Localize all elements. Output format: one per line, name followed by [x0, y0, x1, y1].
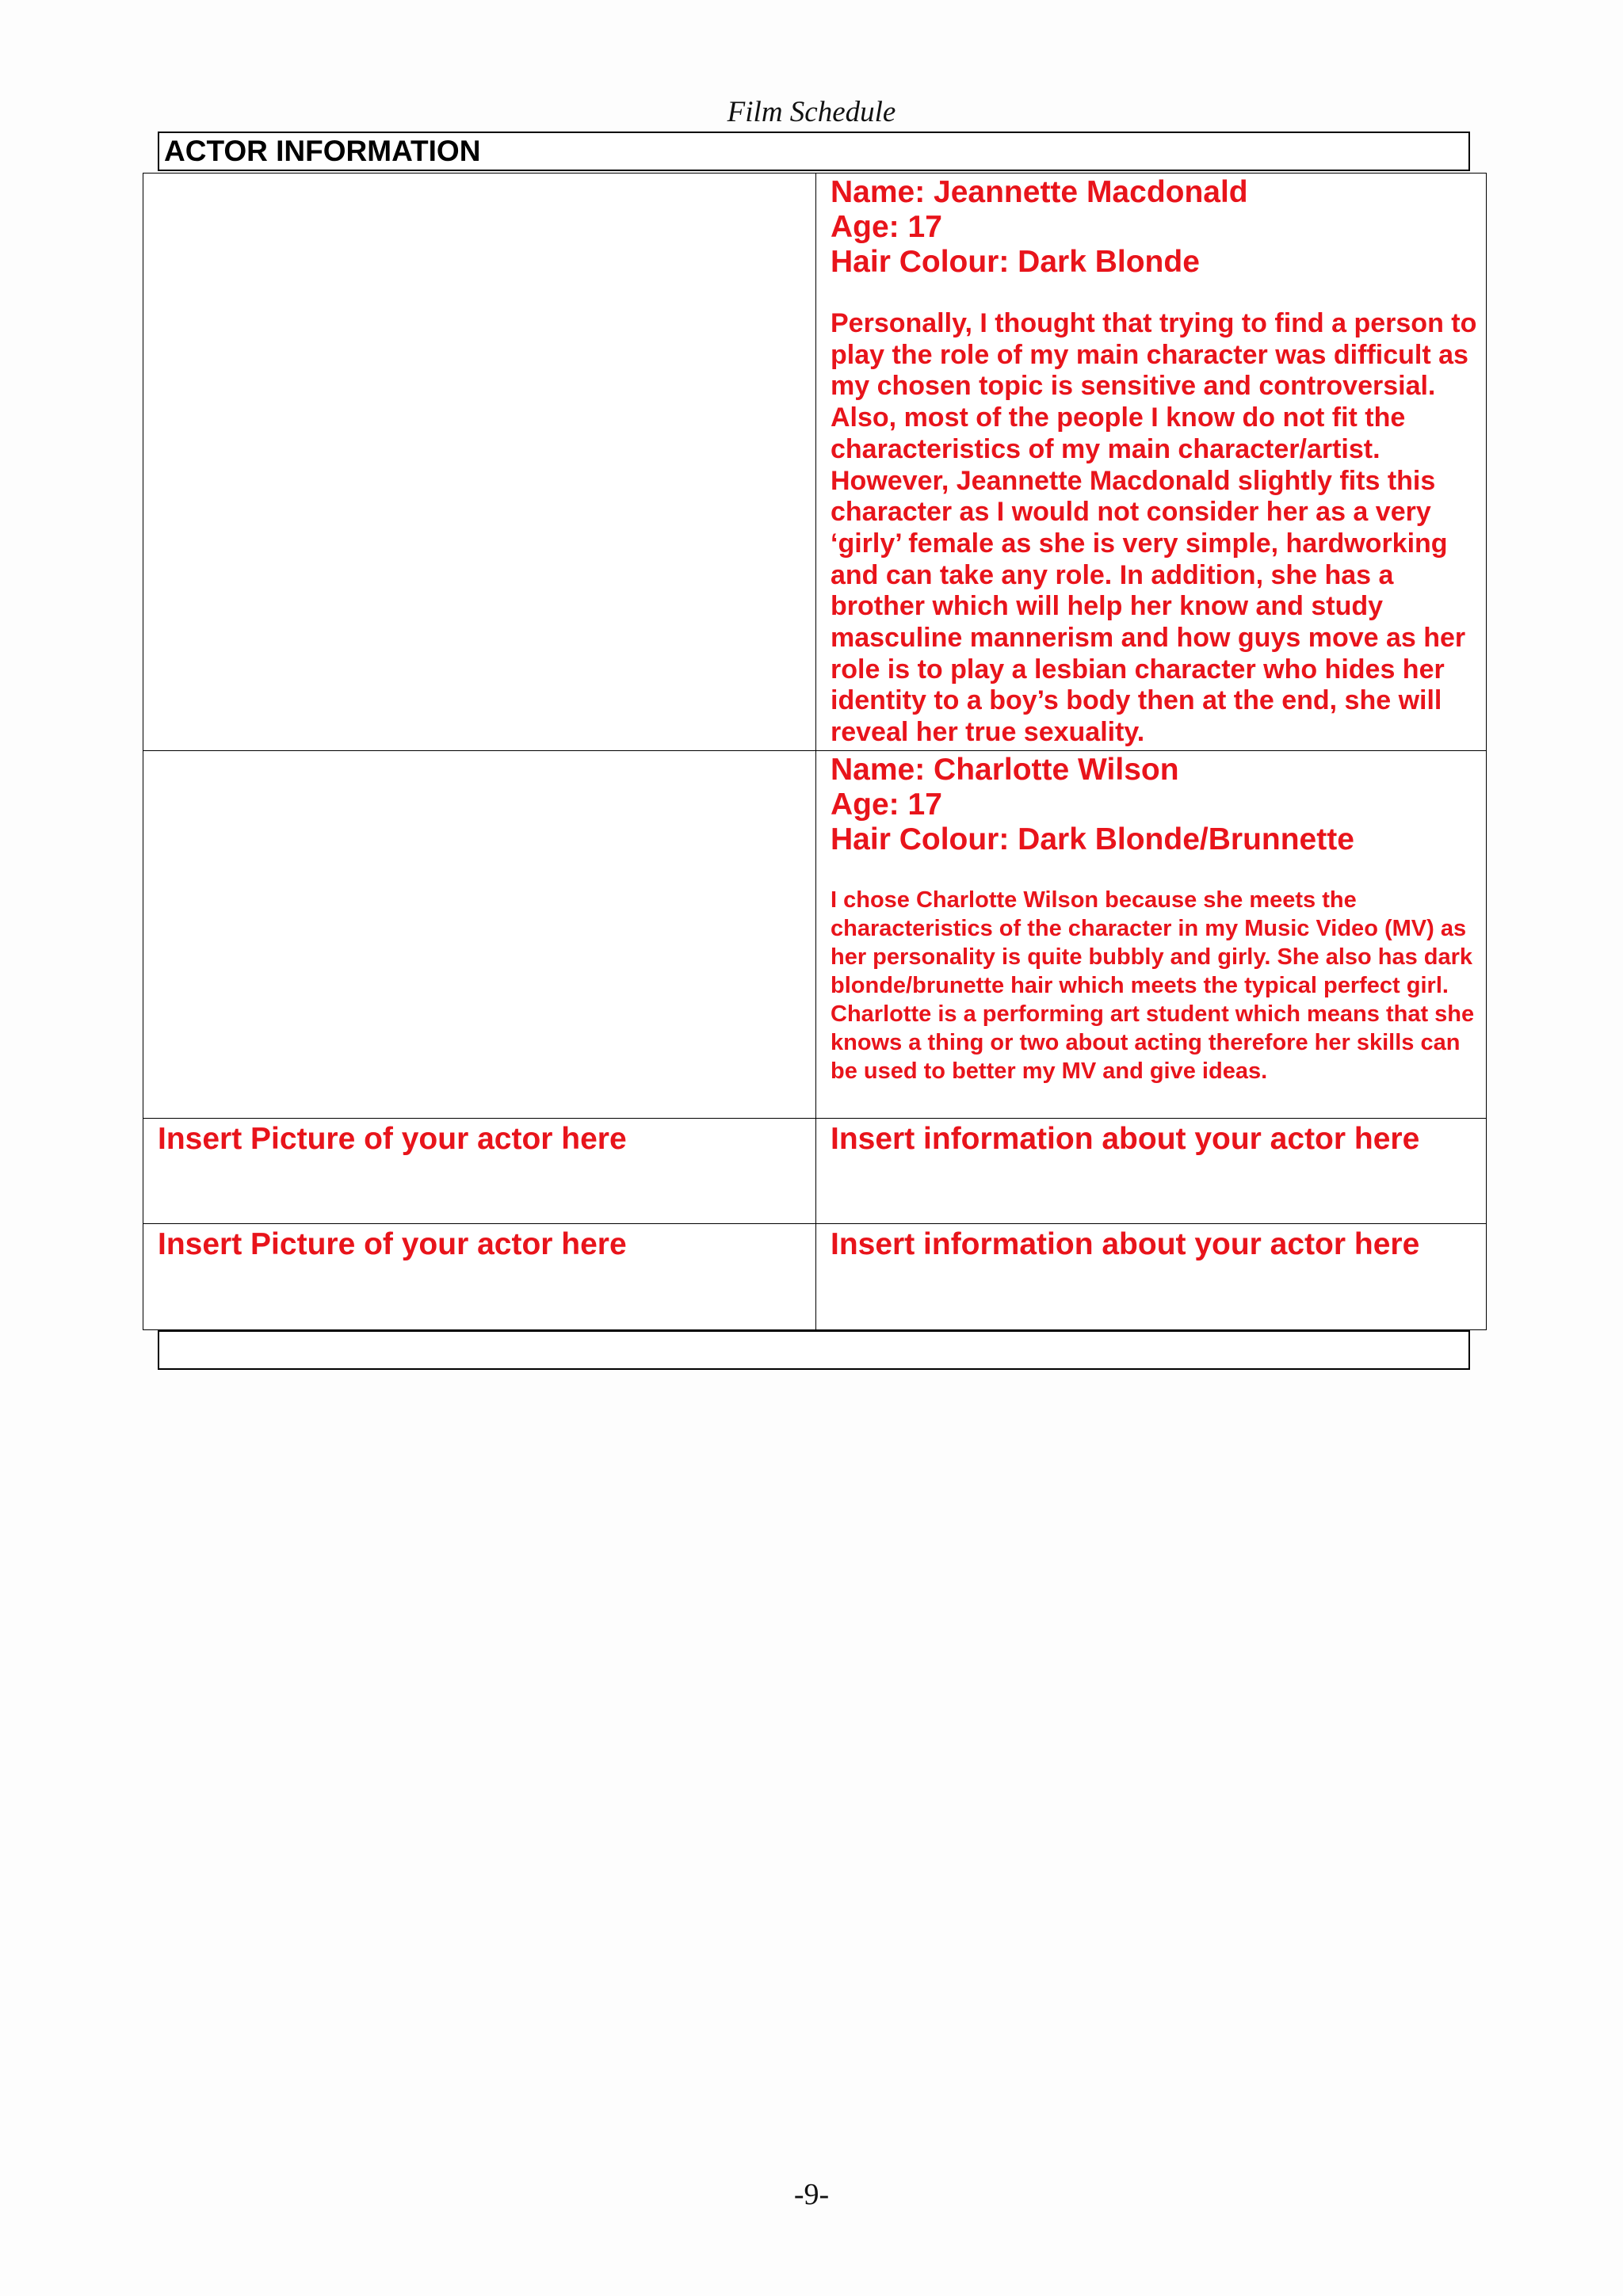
actor-description: I chose Charlotte Wilson because she meets the characteristics of the character in my Music Video (MV) as her personality is quite bubbly and girly. She also has dark blonde/brunette hair which meets the typical perfect girl. Charlotte is a performing art student which means that she knows a thing or two about acting therefore her skills can be used to better my MV and give ideas. [831, 887, 1475, 1084]
actor-picture-cell [143, 1119, 816, 1223]
actor-description: Personally, I thought that trying to find a person to play the role of my main character was difficult as my chosen topic is sensitive and controversial. Also, most of the people I know do not fit the characteristics of my main character/artist. However, Jeannette Macdonald slightly fits this character as I would not consider her as a very ‘girly’ female as she is very simple, hardworking and can take any role. In addition, she has a brother which will help her know and study masculine mannerism and how guys move as her role is to play a lesbian character who hides her identity to a boy’s body then at the end, she will reveal her true sexuality. [831, 308, 1477, 748]
insert-picture-placeholder: Insert Picture of your actor here [158, 1122, 627, 1156]
actor-age: Age: 17 [831, 788, 942, 822]
actor-age: Age: 17 [831, 210, 942, 244]
empty-footer-bar [158, 1330, 1470, 1370]
insert-information-placeholder: Insert information about your actor here [831, 1122, 1420, 1156]
actor-info-cell [816, 751, 1486, 1118]
actor-hair-colour: Hair Colour: Dark Blonde/Brunnette [831, 822, 1354, 856]
actor-picture-cell [143, 174, 816, 750]
placeholder-row-1 [143, 1119, 1486, 1224]
actor-details [831, 175, 1248, 280]
actor-hair-colour: Hair Colour: Dark Blonde [831, 245, 1200, 279]
actor-info-cell [816, 174, 1486, 750]
actor-name: Name: Charlotte Wilson [831, 753, 1179, 787]
page-number: -9- [793, 2178, 830, 2211]
actor-row-1 [143, 174, 1486, 751]
insert-information-placeholder: Insert information about your actor here [831, 1227, 1420, 1261]
actor-row-2 [143, 751, 1486, 1119]
section-title-bar: ACTOR INFORMATION [158, 132, 1470, 171]
actor-details [831, 753, 1354, 857]
document-header-title: Film Schedule [727, 96, 896, 128]
actor-name: Name: Jeannette Macdonald [831, 175, 1248, 209]
placeholder-row-2 [143, 1224, 1486, 1329]
actor-information-table [143, 173, 1487, 1330]
actor-info-cell [816, 1119, 1486, 1223]
insert-picture-placeholder: Insert Picture of your actor here [158, 1227, 627, 1261]
actor-picture-cell [143, 1224, 816, 1329]
actor-picture-cell [143, 751, 816, 1118]
actor-info-cell [816, 1224, 1486, 1329]
